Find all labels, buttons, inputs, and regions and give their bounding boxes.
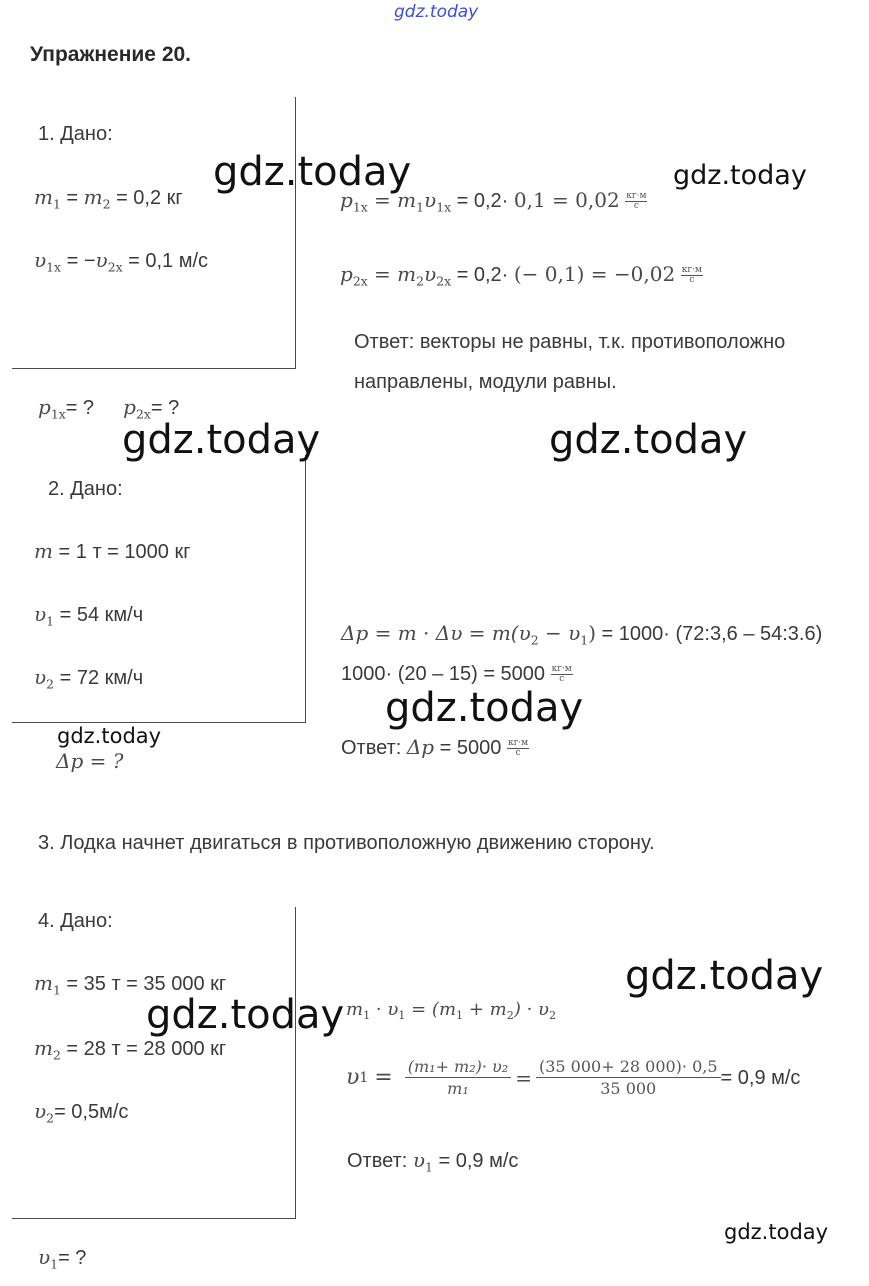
given-divider-horizontal-4 [12, 1218, 296, 1219]
watermark: gdz.today [146, 992, 345, 1038]
watermark: gdz.today [213, 149, 412, 195]
task2-given-v1: $\upsilon_1 = 54$ км/ч [34, 602, 144, 629]
task1-solution-p2: $p_{2x} = m_2\upsilon_{2x} = 0,2\cdot$ (− 0,1) = −0,02 $\frac{кг\cdot м}{с}$ [340, 262, 702, 289]
task1-given-velocities: $\upsilon_{1x} = -\upsilon_{2x} = 0,1$ м/с [34, 248, 209, 275]
task1-solution-p1: $p_{1x} = m_1\upsilon_{1x} = 0,2\cdot 0,1 = 0,02$ $\frac{кг\cdot м}{с}$ [340, 188, 647, 215]
task1-find: $p_{1x}=$ ? $p_{2x}=$ ? [38, 395, 180, 422]
top-watermark: gdz.today [394, 2, 479, 22]
watermark: gdz.today [122, 417, 321, 463]
given-divider-vertical-2 [305, 455, 306, 723]
task2-answer: Ответ: Δp = 5000 $\frac{кг\cdot м}{с}$ [341, 735, 529, 759]
task4-given-v2: $\upsilon_2= 0,5м/с$ [34, 1099, 129, 1126]
task4-answer: Ответ: $\upsilon_1 = 0,9$ м/с [347, 1148, 519, 1175]
task4-find: $\upsilon_1=$ ? [38, 1245, 87, 1272]
task1-answer-line1: Ответ: векторы не равны, т.к. противоположно [354, 331, 786, 353]
given-divider-vertical-4 [295, 907, 296, 1219]
task4-momentum-equation: $m_1 \cdot \upsilon_1 = (m_1 + m_2) \cdot \upsilon_2$ [346, 999, 557, 1022]
watermark: gdz.today [625, 953, 824, 999]
task1-heading: 1. Дано: [38, 123, 113, 145]
given-divider-horizontal-2 [12, 722, 306, 723]
watermark: gdz.today [724, 1220, 829, 1244]
watermark: gdz.today [57, 724, 162, 748]
task2-given-v2: $\upsilon_2 = 72$ км/ч [34, 665, 144, 692]
watermark: gdz.today [385, 685, 584, 731]
watermark: gdz.today [549, 417, 748, 463]
task2-find: Δp = ? [56, 749, 124, 773]
task4-formula: υ 1 = $\frac{\text{(m₁+ m₂)· υ₂}}{\text{m₁}}$ = $\frac{(35 000+ 28 000)\cdot 0,5}{35 000}$ = 0,9 м/с [346, 1057, 801, 1098]
task4-heading: 4. Дано: [38, 910, 113, 932]
task2-solution-line2: 1000· (20 – 15) = 5000 $\frac{кг\cdot м}{с}$ [341, 663, 572, 685]
watermark: gdz.today [673, 160, 807, 191]
task1-answer-line2: направлены, модули равны. [354, 371, 617, 393]
task1-given-masses: $m_1 = m_2 = 0,2$ кг [34, 185, 183, 212]
task3-text: 3. Лодка начнет двигаться в противоположную движению сторону. [38, 832, 655, 854]
given-divider-vertical-1 [295, 97, 296, 369]
task2-solution-line1: $\Delta p = m \cdot \Delta\upsilon = m(\upsilon_2 - \upsilon_1) = 1000\cdot$ (72:3,6 – 54:3.6) [341, 621, 823, 648]
page-title: Упражнение 20. [30, 43, 192, 66]
given-divider-horizontal-1 [12, 368, 296, 369]
task2-given-mass: m = 1 т = 1000 кг [34, 539, 191, 563]
task4-given-m1: $m_1 = 35$ т = 35 000 кг [34, 971, 227, 998]
task2-heading: 2. Дано: [48, 478, 123, 500]
task4-given-m2: $m_2 = 28$ т = 28 000 кг [34, 1036, 227, 1063]
